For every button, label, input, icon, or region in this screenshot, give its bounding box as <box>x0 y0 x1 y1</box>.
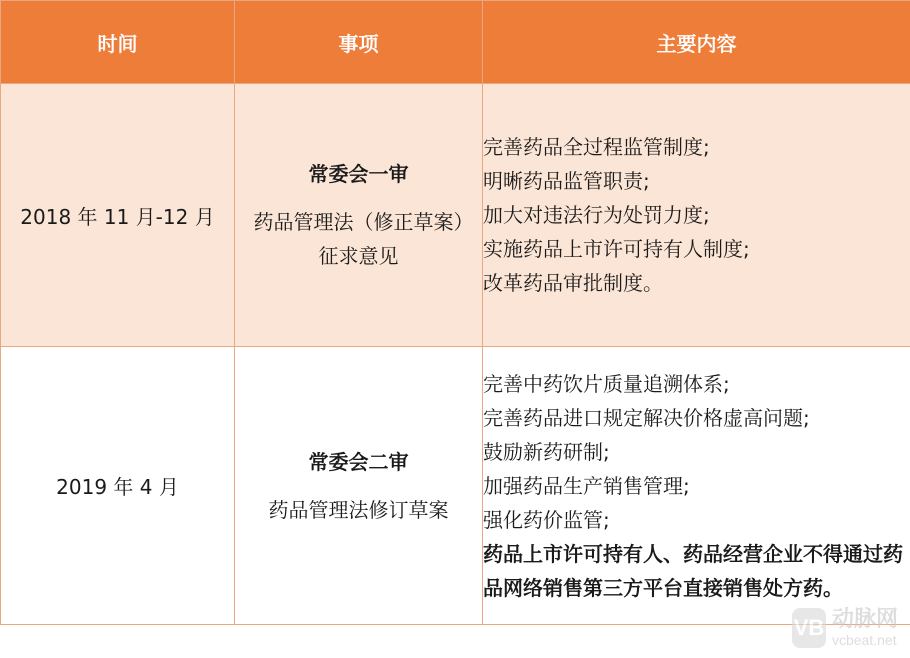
content-line: 明晰药品监管职责; <box>483 169 650 193</box>
table-row <box>1 84 910 347</box>
row-item <box>235 347 483 625</box>
table-header-row <box>1 1 910 84</box>
content-line: 鼓励新药研制; <box>483 439 610 464</box>
row-item-desc: 药品管理法（修正草案）征求意见 <box>253 210 464 268</box>
header-content: 主要内容 <box>483 1 910 84</box>
content-line-bold: 药品上市许可持有人、药品经营企业不得通过药品网络销售第三方平台直接销售处方药。 <box>483 541 903 600</box>
content-line: 加大对违法行为处罚力度; <box>483 203 710 227</box>
row-content <box>483 84 910 347</box>
watermark-domain: vcbeat.net <box>831 632 897 648</box>
vcbeat-logo-icon: VB <box>792 608 826 648</box>
row-item <box>235 84 483 347</box>
row-content <box>483 347 910 625</box>
watermark-name: 动脉网 <box>831 607 898 632</box>
content-line: 改革药品审批制度。 <box>483 271 663 295</box>
content-line: 完善中药饮片质量追溯体系; <box>483 371 730 396</box>
content-line: 实施药品上市许可持有人制度; <box>483 237 750 261</box>
row-item-title: 常委会一审 <box>308 162 409 186</box>
content-line: 加强药品生产销售管理; <box>483 473 690 498</box>
watermark <box>792 608 898 648</box>
content-line: 完善药品进口规定解决价格虚高问题; <box>483 405 810 430</box>
row-item-desc: 药品管理法修订草案 <box>268 497 449 522</box>
row-item-title: 常委会二审 <box>308 449 409 474</box>
content-line: 完善药品全过程监管制度; <box>483 135 710 159</box>
row-time: 2019 年 4 月 <box>1 347 235 625</box>
header-item: 事项 <box>235 1 483 84</box>
content-line: 强化药价监管; <box>483 507 610 532</box>
row-time: 2018 年 11 月-12 月 <box>1 84 235 347</box>
table-row <box>1 347 910 625</box>
header-time: 时间 <box>1 1 235 84</box>
